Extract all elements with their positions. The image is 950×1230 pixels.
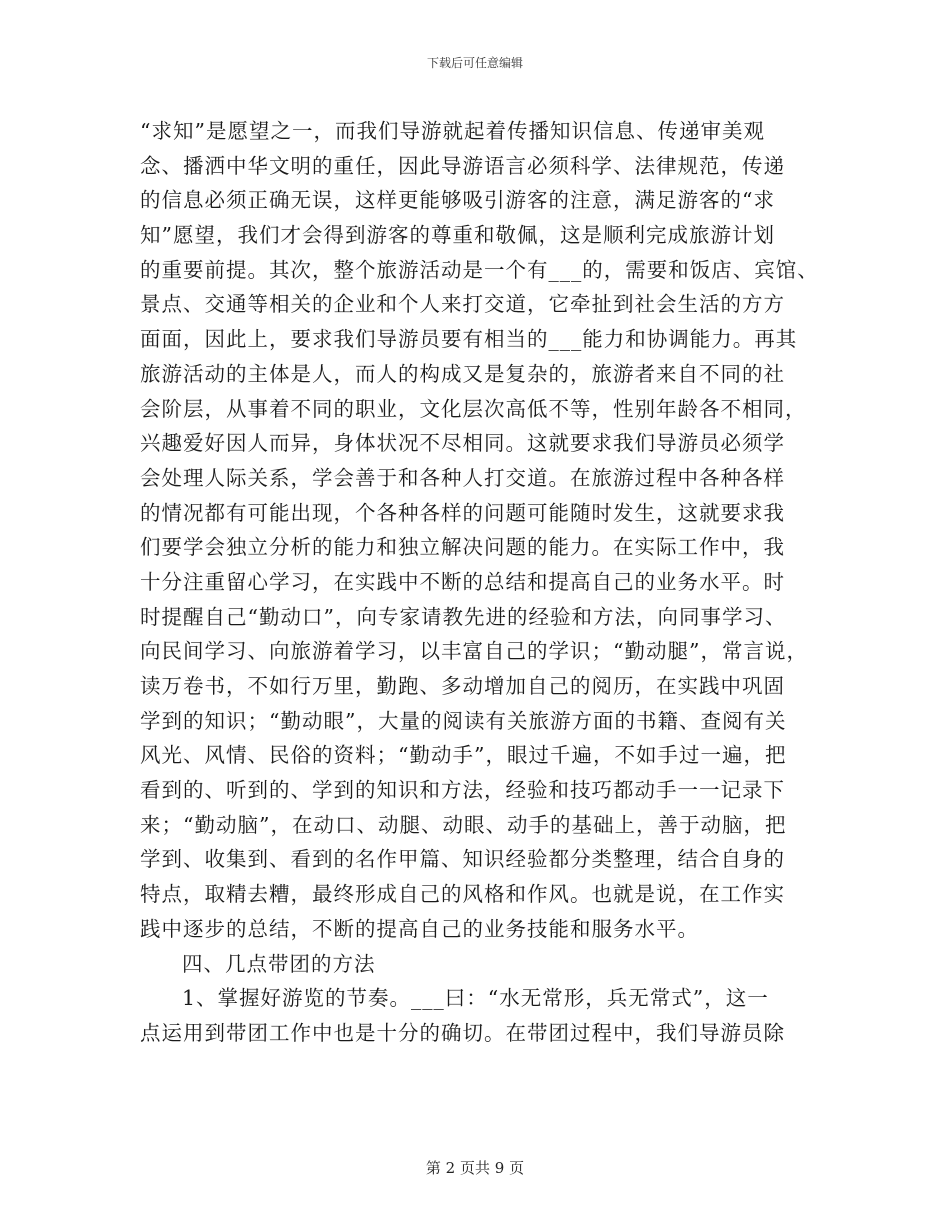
text-line: 的重要前提。其次，整个旅游活动是一个有___的，需要和饭店、宾馆、 bbox=[140, 257, 819, 282]
text-line: 风光、风情、民俗的资料；“勤动手”，眼过千遍，不如手过一遍，把 bbox=[140, 743, 787, 768]
text-line: 点运用到带团工作中也是十分的确切。在带团过程中，我们导游员除 bbox=[140, 1020, 785, 1045]
text-line: 景点、交通等相关的企业和个人来打交道，它牵扯到社会生活的方方 bbox=[140, 292, 785, 317]
text-line: 特点，取精去糟，最终形成自己的风格和作风。也就是说，在工作实 bbox=[140, 882, 785, 907]
text-line: 知”愿望，我们才会得到游客的尊重和敬佩，这是顺利完成旅游计划 bbox=[140, 223, 775, 248]
text-line: “求知”是愿望之一，而我们导游就起着传播知识信息、传递审美观 bbox=[140, 119, 765, 143]
text-line: 的信息必须正确无误，这样更能够吸引游客的注意，满足游客的“求 bbox=[140, 188, 775, 213]
text-line: 1、掌握好游览的节奏。___曰：“水无常形，兵无常式”，这一 bbox=[182, 986, 769, 1011]
text-line: 向民间学习、向旅游着学习，以丰富自己的学识；“勤动腿”，常言说， bbox=[140, 639, 808, 664]
document-body bbox=[140, 114, 830, 1051]
text-line: 会处理人际关系，学会善于和各种人打交道。在旅游过程中各种各样 bbox=[140, 465, 785, 490]
text-line: 来；“勤动脑”，在动口、动腿、动眼、动手的基础上，善于动脑，把 bbox=[140, 812, 787, 837]
text-line: 面面，因此上，要求我们导游员要有相当的___能力和协调能力。再其 bbox=[140, 327, 798, 352]
text-line: 旅游活动的主体是人，而人的构成又是复杂的，旅游者来自不同的社 bbox=[140, 361, 785, 386]
section-heading: 四、几点带团的方法 bbox=[182, 951, 376, 976]
text-line: 的情况都有可能出现，个各种各样的问题可能随时发生，这就要求我 bbox=[140, 500, 785, 525]
text-line: 看到的、听到的、学到的知识和方法，经验和技巧都动手一一记录下 bbox=[140, 778, 785, 803]
text-line: 时提醒自己“勤动口”，向专家请教先进的经验和方法，向同事学习、 bbox=[140, 604, 787, 629]
text-line: 读万卷书，不如行万里，勤跑、多动增加自己的阅历，在实践中巩固 bbox=[140, 674, 785, 698]
text-line: 念、播洒中华文明的重任，因此导游语言必须科学、法律规范，传递 bbox=[140, 153, 785, 178]
text-line: 会阶层，从事着不同的职业，文化层次高低不等，性别年龄各不相同， bbox=[140, 396, 807, 421]
text-line: 学到的知识；“勤动眼”，大量的阅读有关旅游方面的书籍、查阅有关 bbox=[140, 708, 787, 733]
page-number: 第 2 页共 9 页 bbox=[425, 1159, 525, 1177]
text-line: 学到、收集到、看到的名作甲篇、知识经验都分类整理，结合自身的 bbox=[140, 847, 785, 872]
text-line: 十分注重留心学习，在实践中不断的总结和提高自己的业务水平。时 bbox=[140, 569, 785, 594]
text-line: 践中逐步的总结，不断的提高自己的业务技能和服务水平。 bbox=[140, 916, 699, 941]
text-line: 们要学会独立分析的能力和独立解决问题的能力。在实际工作中，我 bbox=[140, 535, 785, 560]
text-line: 兴趣爱好因人而异，身体状况不尽相同。这就要求我们导游员必须学 bbox=[140, 431, 785, 456]
page-header: 下载后可任意编辑 bbox=[426, 56, 523, 70]
